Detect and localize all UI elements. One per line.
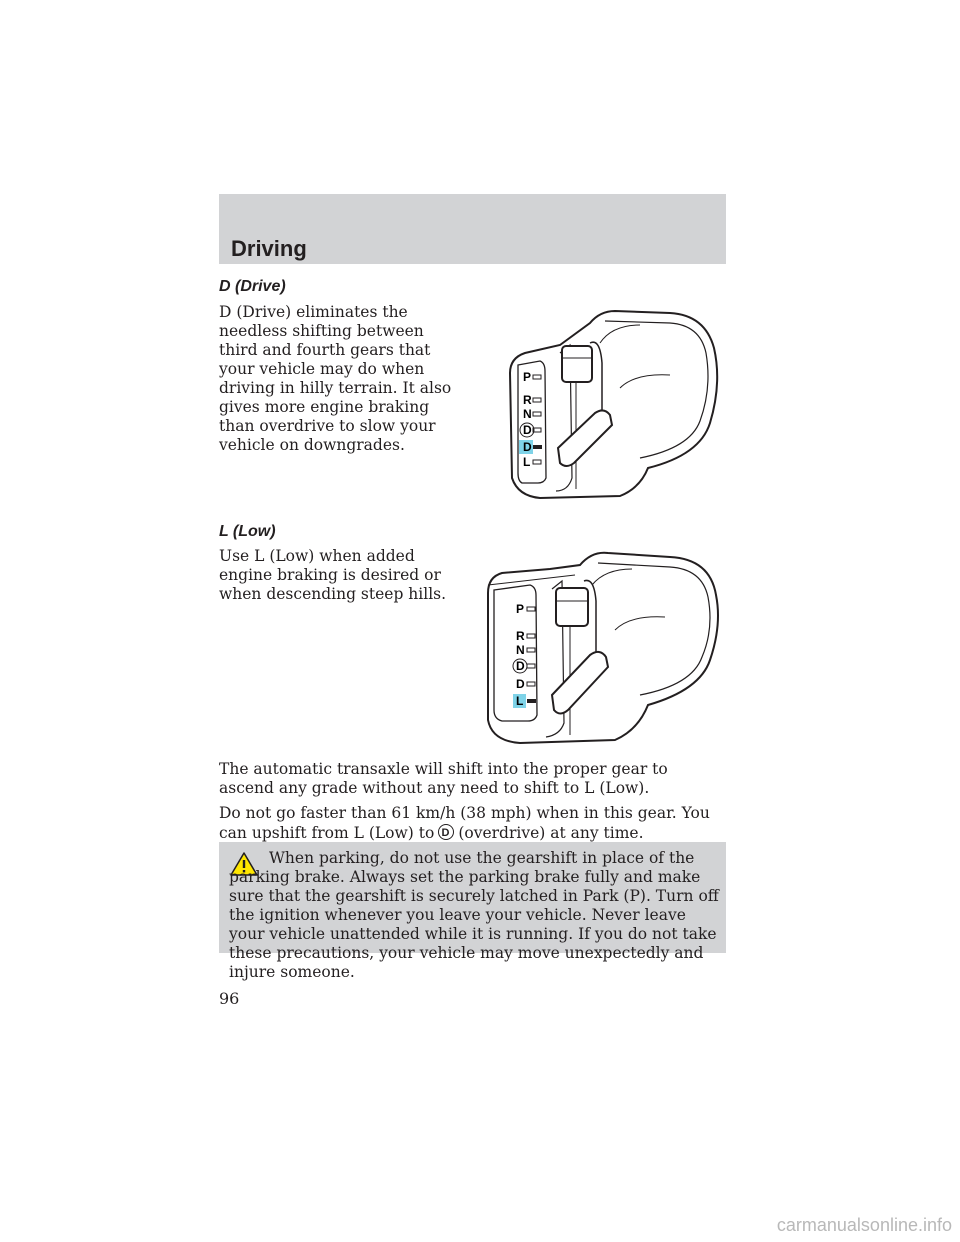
gear-letter-p: P [523, 370, 532, 384]
chapter-title: Driving [231, 236, 307, 261]
gear-letter-n: N [516, 643, 525, 657]
gear-letter-l: L [523, 455, 531, 469]
shift-note-paragraph: The automatic transaxle will shift into the proper gear to ascend any grade without any need to shift to L (Low). [219, 760, 668, 797]
gear-letter-d: D [523, 440, 532, 454]
section-heading-drive: D (Drive) [219, 278, 286, 295]
gear-letter-r: R [523, 393, 532, 407]
gearshift-drive-illustration [500, 303, 725, 503]
gear-letter-l: L [516, 694, 524, 708]
speed-note-text: Do not go faster than 61 km/h (38 mph) when in this gear. You can upshift from L (Low) to [219, 804, 710, 842]
speed-note-paragraph [219, 804, 724, 843]
warning-box [219, 842, 726, 981]
gear-letter-overdrive: D [516, 659, 525, 673]
gear-letter-d: D [516, 677, 525, 691]
svg-text:D: D [441, 827, 450, 839]
chapter-header [219, 194, 726, 264]
gearshift-low-illustration [480, 545, 725, 750]
gear-letter-overdrive: D [523, 423, 532, 437]
drive-description: D (Drive) eliminates the needless shifting between third and fourth gears that your vehicle may do when driving in hilly terrain. It also gives more engine braking than overdrive to slow your vehicle on downgrades. [219, 303, 452, 454]
watermark: carmanualsonline.info [776, 1215, 952, 1235]
page-number: 96 [219, 989, 240, 1008]
section-heading-low: L (Low) [219, 523, 276, 540]
gear-letter-r: R [516, 629, 525, 643]
speed-note-text-end: (overdrive) at any time. [458, 824, 644, 842]
gear-letter-p: P [516, 602, 525, 616]
warning-text: When parking, do not use the gearshift in place of the parking brake. Always set the parking brake fully and make sure that the gearshift is securely latched in Park (P). Turn off the ignition whenever you leave your vehicle. Never leave your vehicle unattended while it is running. If you do not take these precautions, your vehicle may move unexpectedly and injure someone. [229, 849, 719, 981]
gear-letter-n: N [523, 407, 532, 421]
overdrive-icon [437, 823, 455, 841]
low-description: Use L (Low) when added engine braking is desired or when descending steep hills. [219, 547, 447, 603]
